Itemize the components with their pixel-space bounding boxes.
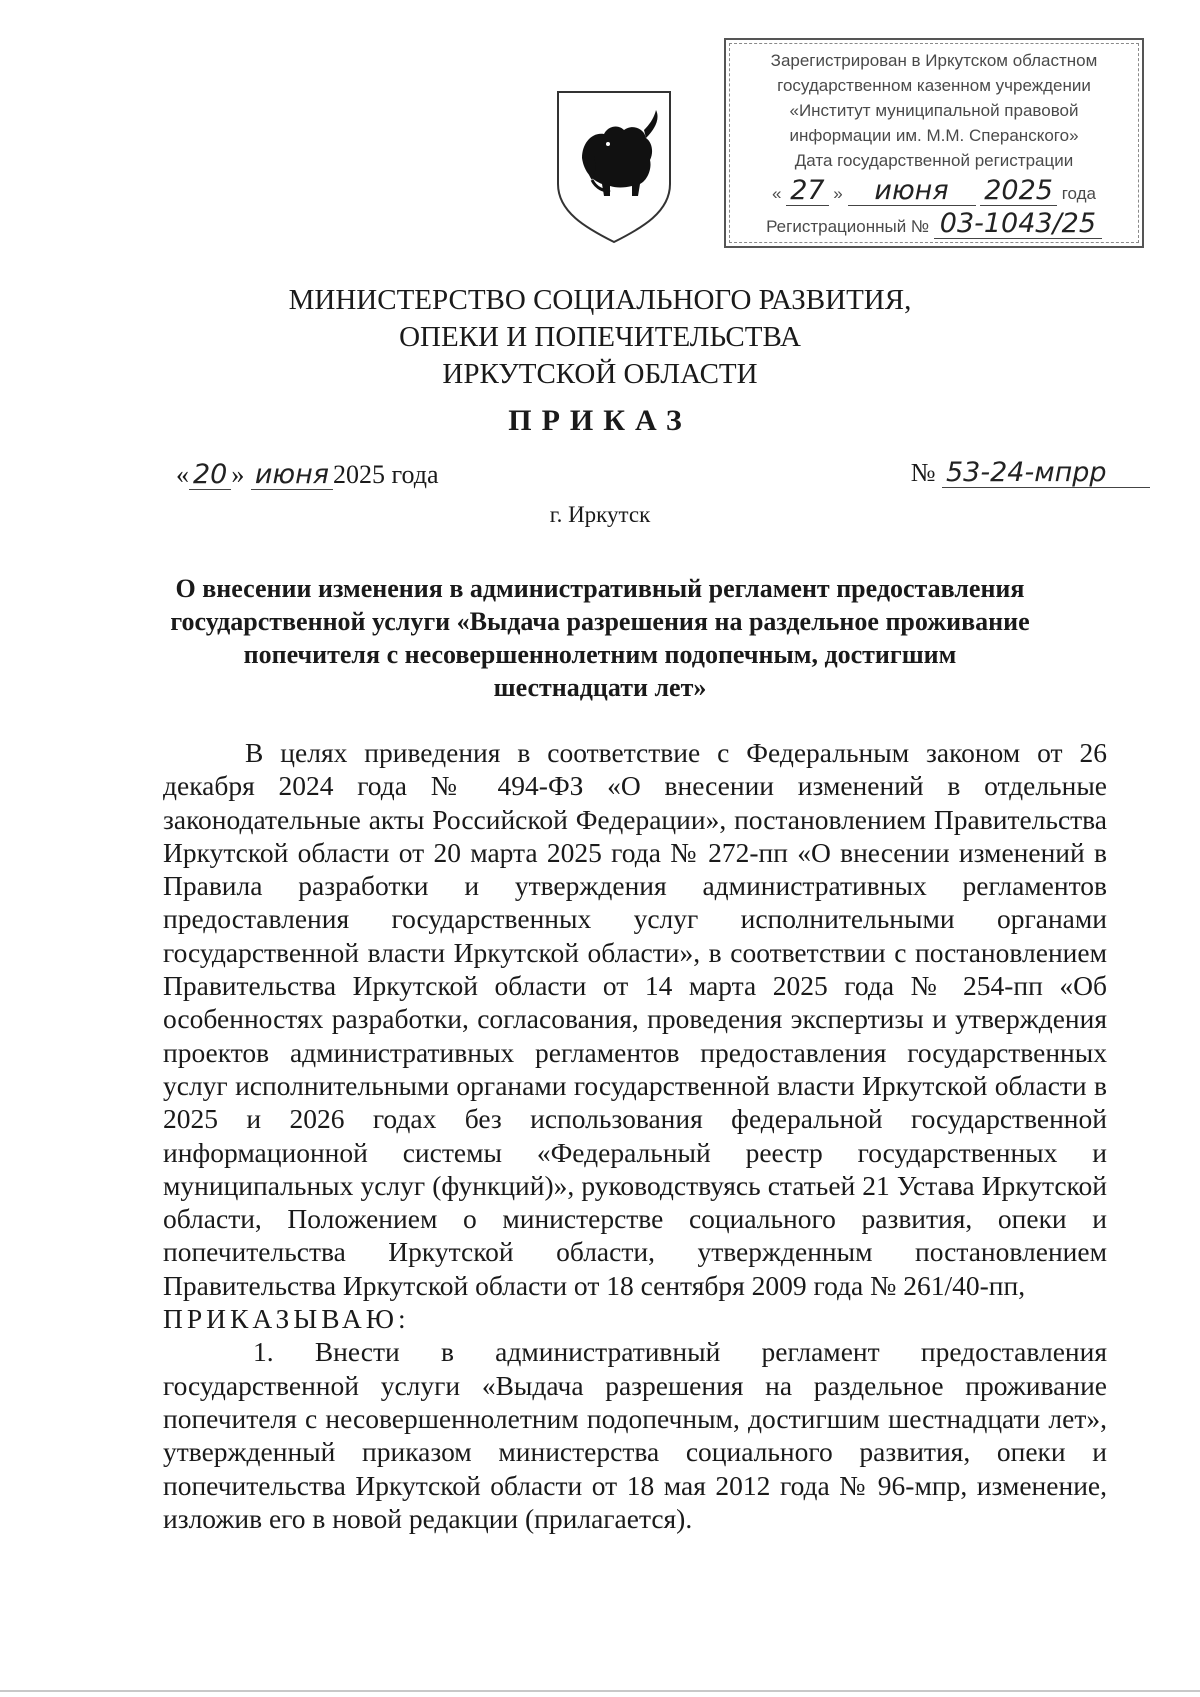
order-date-year: 2025 года	[333, 460, 439, 489]
registration-stamp	[724, 38, 1144, 248]
order-number-value: 53-24-мпрр	[942, 459, 1150, 488]
order-verb: ПРИКАЗЫВАЮ:	[163, 1303, 410, 1335]
document-body	[163, 736, 1107, 1535]
stamp-date-year: 2025	[980, 177, 1057, 206]
stamp-line: Дата государственной регистрации	[794, 151, 1074, 170]
stamp-line: государственном казенном учреждении	[777, 76, 1091, 95]
order-date-day: 20	[189, 461, 231, 490]
stamp-registration-number: Регистрационный № 03-1043/25	[732, 210, 1136, 239]
ministry-name-line3: ИРКУТСКОЙ ОБЛАСТИ	[442, 358, 758, 390]
scan-edge-divider	[0, 1690, 1200, 1692]
coat-of-arms-emblem	[552, 88, 676, 246]
preamble-paragraph: В целях приведения в соответствие с Федеральным законом от 26 декабря 2024 года № 494-ФЗ «О внесении изменений в отдельные законодательные акты Российской Федерации», постановлением Правительства Иркутской области от 20 марта 2025 года № 272-пп «О внесении изменений в Правила разработки и утверждения административных регламентов предоставления государственных услуг исполнительными органами государственной власти Иркутской области», в соответствии с постановлением Правительства Иркутской области от 14 марта 2025 года № 254-пп «Об особенностях разработки, согласования, проведения экспертизы и утверждения проектов административных регламентов предоставления государственных услуг исполнительными органами государственной власти Иркутской области в 2025 и 2026 годах без использования федеральной государственной информационной системы «Федеральный реестр государственных и муниципальных услуг (функций)», руководствуясь статьей 21 Устава Иркутской области, Положением о министерстве социального развития, опеки и попечительства Иркутской области, утвержденным постановлением Правительства Иркутской области от 18 сентября 2009 года № 261/40-пп,	[163, 737, 1107, 1301]
order-number	[911, 458, 1150, 488]
order-date-month: июня	[251, 461, 333, 490]
stamp-registration-date: « 27 » июня 2025 года	[772, 175, 1096, 206]
stamp-line: информации им. М.М. Сперанского»	[789, 126, 1079, 145]
ministry-name-line1: МИНИСТЕРСТВО СОЦИАЛЬНОГО РАЗВИТИЯ,	[288, 284, 912, 316]
stamp-date-day: 27	[786, 177, 828, 206]
order-city: г. Иркутск	[549, 502, 651, 527]
stamp-reg-number-value: 03-1043/25	[934, 210, 1102, 239]
stamp-date-month: июня	[848, 177, 976, 206]
document-title: О внесении изменения в административный регламент предоставления государственной услуги «Выдача разрешения на раздельное проживание попечителя с несовершеннолетним подопечным, достигшим шестнадцати лет»	[170, 574, 1030, 702]
stamp-line: Зарегистрирован в Иркутском областном	[770, 51, 1098, 70]
order-item-1: 1. Внести в административный регламент предоставления государственной услуги «Выдача разрешения на раздельное проживание попечителя с несовершеннолетним подопечным, достигшим шестнадцати лет», утвержденный приказом министерства социального развития, опеки и попечительства Иркутской области от 18 мая 2012 года № 96-мпр, изменение, изложив его в новой редакции (прилагается).	[163, 1336, 1107, 1534]
order-date: « 20 » июня 2025 года	[176, 459, 439, 490]
stamp-line: «Институт муниципальной правовой	[789, 101, 1079, 120]
order-number-label: №	[910, 458, 936, 487]
order-heading: ПРИКАЗ	[508, 404, 692, 437]
ministry-name-line2: ОПЕКИ И ПОПЕЧИТЕЛЬСТВА	[399, 321, 801, 353]
